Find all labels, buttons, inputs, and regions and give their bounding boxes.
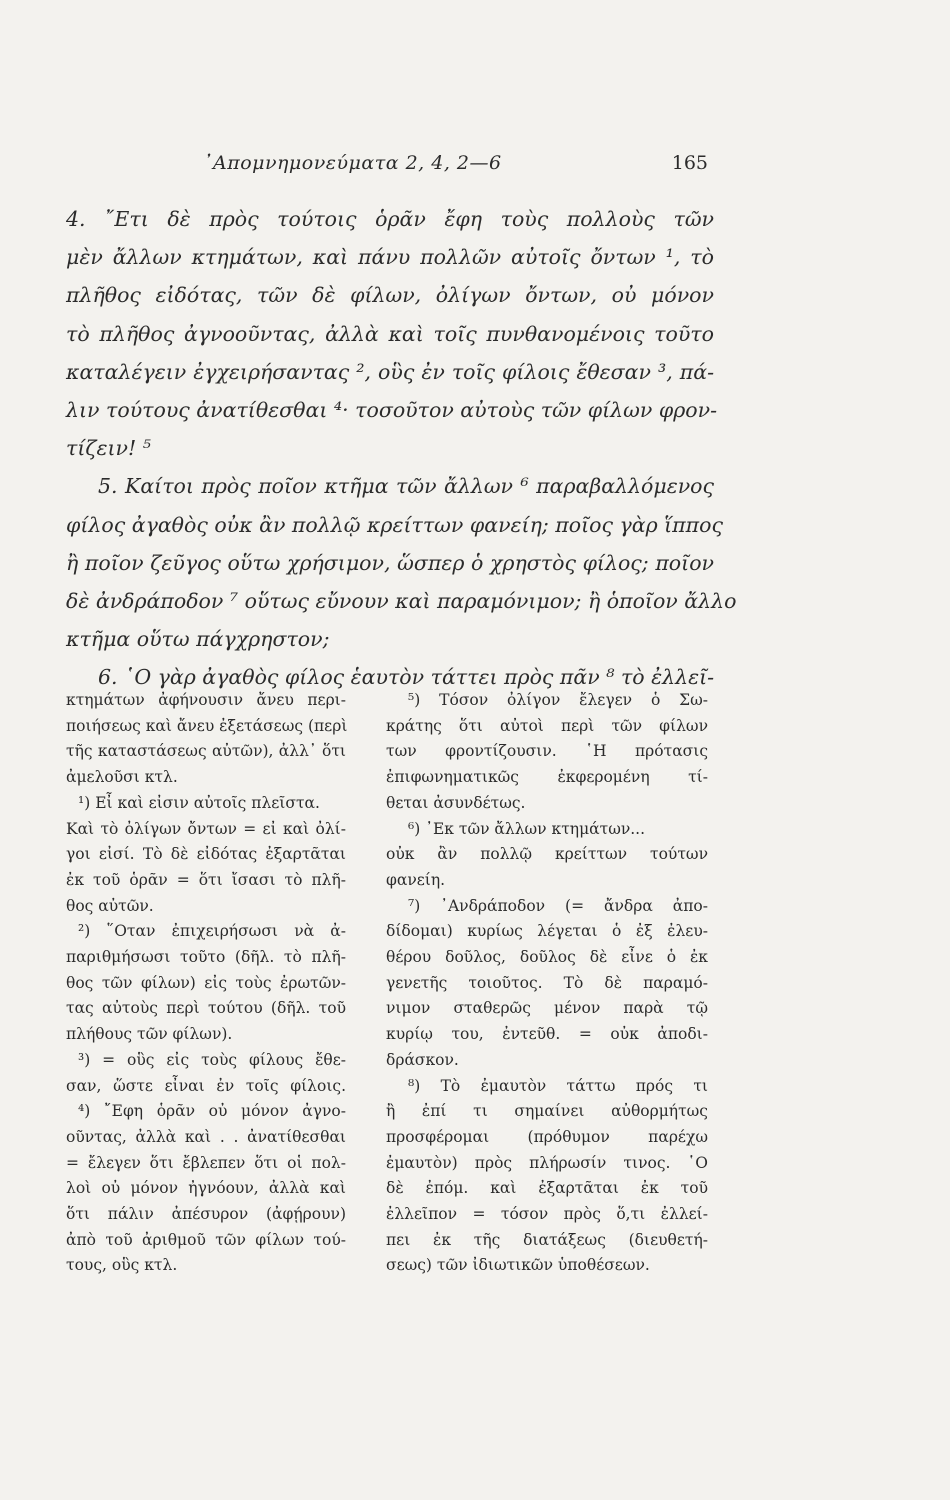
footnote-line: Καὶ τὸ ὀλίγων ὄντων = εἰ καὶ ὀλί- xyxy=(66,819,346,838)
footnote-line: ἢ ἐπί τι σημαίνει αὐθορμήτως xyxy=(386,1102,708,1121)
main-text xyxy=(66,200,737,697)
footnotes-left-column xyxy=(66,688,346,1279)
footnote-line: λοὶ οὐ μόνον ἠγνόουν, ἀλλὰ καὶ xyxy=(66,1179,346,1198)
footnote-line: ⁵) Τόσον ὀλίγον ἔλεγεν ὁ Σω- xyxy=(408,691,708,709)
footnote-line: δὲ ἐπόμ. καὶ ἐξαρτᾶται ἐκ τοῦ xyxy=(386,1179,708,1198)
main-line: μὲν ἄλλων κτημάτων, καὶ πάνυ πολλῶν αὐτοῖς ὄντων ¹, τὸ xyxy=(66,245,714,270)
main-line: δὲ ἀνδράποδον ⁷ οὕτως εὔνουν καὶ παραμόνιμον; ἢ ὁποῖον ἄλλο xyxy=(66,589,737,614)
running-title: ᾿Απομνημονεύματα 2, 4, 2—6 xyxy=(203,152,502,174)
footnote-line: ⁷) ᾿Ανδράποδον (= ἄνδρα ἀπο- xyxy=(408,896,708,915)
footnote-line: οὐκ ἂν πολλῷ κρείττων τούτων xyxy=(386,845,708,864)
main-line: τίζειν! ⁵ xyxy=(66,436,151,461)
footnote-line: θος αὐτῶν. xyxy=(66,896,154,915)
footnote-line: νιμον σταθερῶς μένον παρὰ τῷ xyxy=(386,999,708,1018)
footnote-line: κυρίῳ του, ἐντεῦθ. = οὐκ ἀποδι- xyxy=(386,1025,708,1044)
footnote-line: σεως) τῶν ἰδιωτικῶν ὑποθέσεων. xyxy=(386,1256,650,1275)
footnote-line: κράτης ὅτι αὐτοὶ περὶ τῶν φίλων xyxy=(386,716,708,735)
footnote-line: δράσκον. xyxy=(386,1050,459,1069)
footnotes-right-column xyxy=(386,688,708,1279)
footnote-line: πλήθους τῶν φίλων). xyxy=(66,1025,233,1044)
footnote-line: παριθμήσωσι τοῦτο (δῆλ. τὸ πλῆ- xyxy=(66,948,346,967)
footnote-line: θος τῶν φίλων) εἰς τοὺς ἐρωτῶν- xyxy=(66,973,346,992)
footnote-line: τας αὐτοὺς περὶ τούτου (δῆλ. τοῦ xyxy=(66,999,346,1018)
main-line: λιν τούτους ἀνατίθεσθαι ⁴· τοσοῦτον αὐτοὺς τῶν φίλων φρον- xyxy=(66,398,717,423)
footnote-line: ἐμαυτὸν) πρὸς πλήρωσίν τινος. ῾Ο xyxy=(386,1153,708,1172)
footnote-line: γενετῆς τοιοῦτος. Τὸ δὲ παραμό- xyxy=(386,973,708,992)
main-line: πλῆθος εἰδότας, τῶν δὲ φίλων, ὀλίγων ὄντων, οὐ μόνον xyxy=(66,283,714,308)
footnote-line: θέρου δοῦλος, δοῦλος δὲ εἶνε ὁ ἐκ xyxy=(386,948,708,967)
running-header xyxy=(203,152,708,182)
footnote-line: θεται ἀσυνδέτως. xyxy=(386,793,526,812)
footnote-line: ¹) Εἶ καὶ εἰσιν αὐτοῖς πλεῖστα. xyxy=(78,793,320,812)
footnote-line: γοι εἰσί. Τὸ δὲ εἰδότας ἐξαρτᾶται xyxy=(66,845,346,864)
footnote-line: ἐκ τοῦ ὁρᾶν = ὅτι ἴσασι τὸ πλῆ- xyxy=(66,870,346,889)
footnote-line: ὅτι πάλιν ἀπέσυρον (ἀφῄρουν) xyxy=(66,1205,346,1224)
main-line: 6. ῾Ο γὰρ ἀγαθὸς φίλος ἑαυτὸν τάττει πρὸς πᾶν ⁸ τὸ ἐλλεῖ- xyxy=(98,665,715,690)
footnote-line: ³) = οὓς εἰς τοὺς φίλους ἔθε- xyxy=(78,1050,346,1069)
footnote-line: ἀμελοῦσι κτλ. xyxy=(66,768,178,787)
footnote-line: σαν, ὥστε εἶναι ἐν τοῖς φίλοις. xyxy=(66,1076,346,1095)
footnote-line: των φροντίζουσιν. ῾Η πρότασις xyxy=(386,742,708,761)
footnote-line: ἐλλεῖπον = τόσον πρὸς ὅ,τι ἐλλεί- xyxy=(386,1205,708,1224)
footnote-line: φανείη. xyxy=(386,870,446,889)
main-line: τὸ πλῆθος ἀγνοοῦντας, ἀλλὰ καὶ τοῖς πυνθανομένοις τοῦτο xyxy=(66,321,714,346)
footnote-line: οῦντας, ἀλλὰ καὶ . . ἀνατίθεσθαι xyxy=(66,1127,346,1146)
footnote-line: = ἔλεγεν ὅτι ἔβλεπεν ὅτι οἱ πολ- xyxy=(66,1153,346,1172)
main-line: καταλέγειν ἐγχειρήσαντας ², οὓς ἐν τοῖς φίλοις ἔθεσαν ³, πά- xyxy=(66,359,714,384)
main-line: φίλος ἀγαθὸς οὐκ ἂν πολλῷ κρείττων φανείη; ποῖος γὰρ ἵππος xyxy=(66,512,723,537)
footnote-line: προσφέρομαι (πρόθυμον παρέχω xyxy=(386,1127,708,1146)
main-line: κτῆμα οὕτω πάγχρηστον; xyxy=(66,627,330,652)
footnote-line: πει ἐκ τῆς διατάξεως (διευθετή- xyxy=(386,1230,708,1249)
footnote-line: ⁴) ῎Εφη ὁρᾶν οὐ μόνον ἀγνο- xyxy=(78,1102,346,1121)
footnote-line: ⁸) Τὸ ἐμαυτὸν τάττω πρός τι xyxy=(408,1076,708,1095)
footnote-line: δίδομαι) κυρίως λέγεται ὁ ἐξ ἐλευ- xyxy=(386,922,708,941)
footnote-line: ποιήσεως καὶ ἄνευ ἐξετάσεως (περὶ xyxy=(66,716,348,735)
footnote-line: ἐπιφωνηματικῶς ἐκφερομένη τί- xyxy=(386,768,708,787)
footnote-line: ἀπὸ τοῦ ἀριθμοῦ τῶν φίλων τού- xyxy=(66,1230,346,1249)
footnote-line: ²) ῞Οταν ἐπιχειρήσωσι νὰ ἀ- xyxy=(78,922,346,941)
footnote-line: τους, οὓς κτλ. xyxy=(66,1256,178,1275)
main-line: 4. ῎Ετι δὲ πρὸς τούτοις ὁρᾶν ἔφη τοὺς πολλοὺς τῶν xyxy=(66,207,714,231)
main-line: 5. Καίτοι πρὸς ποῖον κτῆμα τῶν ἄλλων ⁶ παραβαλλόμενος xyxy=(98,474,714,499)
footnote-line: ⁶) ᾿Εκ τῶν ἄλλων κτημάτων... xyxy=(408,819,646,838)
page-number: 165 xyxy=(671,152,708,174)
main-line: ἢ ποῖον ζεῦγος οὕτω χρήσιμον, ὥσπερ ὁ χρηστὸς φίλος; ποῖον xyxy=(66,550,714,575)
footnote-line: τῆς καταστάσεως αὐτῶν), ἀλλ᾽ ὅτι xyxy=(66,742,346,761)
footnote-line: κτημάτων ἀφήνουσιν ἄνευ περι- xyxy=(66,691,346,709)
